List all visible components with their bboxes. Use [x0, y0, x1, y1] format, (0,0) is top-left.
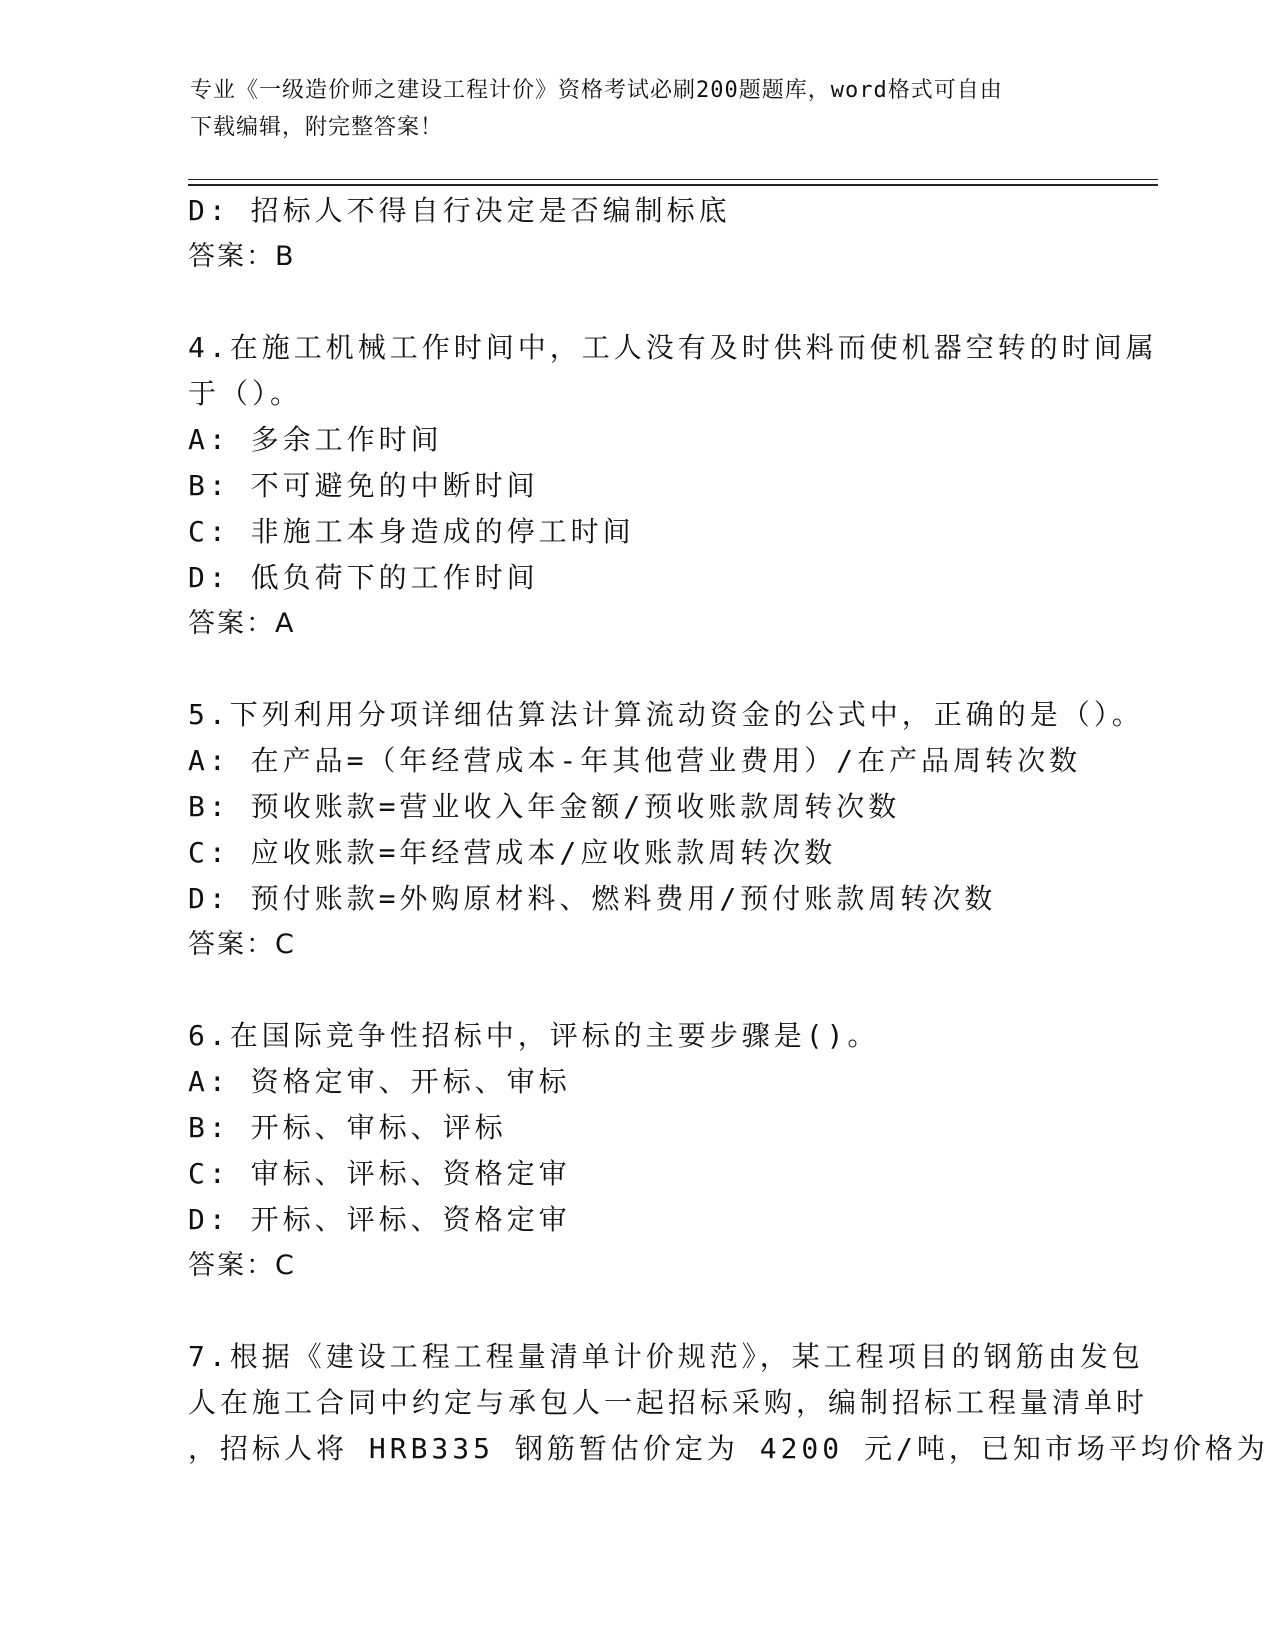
q6-option-a: A: 资格定审、开标、审标 [188, 1065, 571, 1098]
q6-answer: 答案：C [188, 1250, 296, 1281]
q7-title-line-1: 7.根据《建设工程工程量清单计价规范》，某工程项目的钢筋由发包 [188, 1340, 1144, 1373]
q4-title-line-2: 于（）。 [188, 377, 303, 410]
spacer [188, 647, 1088, 692]
q5-option-b: B: 预收账款=营业收入年金额/预收账款周转次数 [188, 790, 901, 823]
q5-option-c: C: 应收账款=年经营成本/应收账款周转次数 [188, 836, 837, 869]
question-content [188, 188, 1269, 1472]
q5-option-a: A: 在产品=（年经营成本-年其他营业费用）/在产品周转次数 [188, 744, 1082, 777]
header-line-1: 专业《一级造价师之建设工程计价》资格考试必刷200题题库，word格式可自由 [190, 78, 1003, 103]
q4-option-a: A: 多余工作时间 [188, 423, 443, 456]
q6-option-d: D: 开标、评标、资格定审 [188, 1203, 571, 1236]
q5-title-line-1: 5.下列利用分项详细估算法计算流动资金的公式中，正确的是（）。 [188, 698, 1144, 731]
header-line-2: 下载编辑，附完整答案！ [190, 115, 444, 140]
q4-option-c: C: 非施工本身造成的停工时间 [188, 515, 635, 548]
q6-option-c: C: 审标、评标、资格定审 [188, 1157, 571, 1190]
q5-option-d: D: 预付账款=外购原材料、燃料费用/预付账款周转次数 [188, 882, 997, 915]
q5-answer: 答案：C [188, 929, 296, 960]
header-divider-thick [188, 184, 1158, 186]
q6-option-b: B: 开标、审标、评标 [188, 1111, 507, 1144]
q7-title-line-3: ，招标人将 HRB335 钢筋暂估价定为 4200 元/吨，已知市场平均价格为 [188, 1432, 1269, 1465]
spacer [188, 1289, 1088, 1334]
spacer [188, 280, 1088, 325]
q6-title-line-1: 6.在国际竞争性招标中，评标的主要步骤是()。 [188, 1019, 880, 1052]
q4-title-line-1: 4.在施工机械工作时间中，工人没有及时供料而使机器空转的时间属 [188, 331, 1158, 364]
q4-answer: 答案：A [188, 608, 296, 639]
q4-option-d: D: 低负荷下的工作时间 [188, 561, 539, 594]
q3-answer: 答案：B [188, 241, 296, 272]
q4-option-b: B: 不可避免的中断时间 [188, 469, 539, 502]
spacer [188, 968, 1088, 1013]
header-divider-thin [188, 179, 1158, 180]
q3-option-d: D: 招标人不得自行决定是否编制标底 [188, 194, 731, 227]
document-header [190, 72, 1070, 146]
q7-title-line-2: 人在施工合同中约定与承包人一起招标采购，编制招标工程量清单时 [188, 1386, 1149, 1419]
